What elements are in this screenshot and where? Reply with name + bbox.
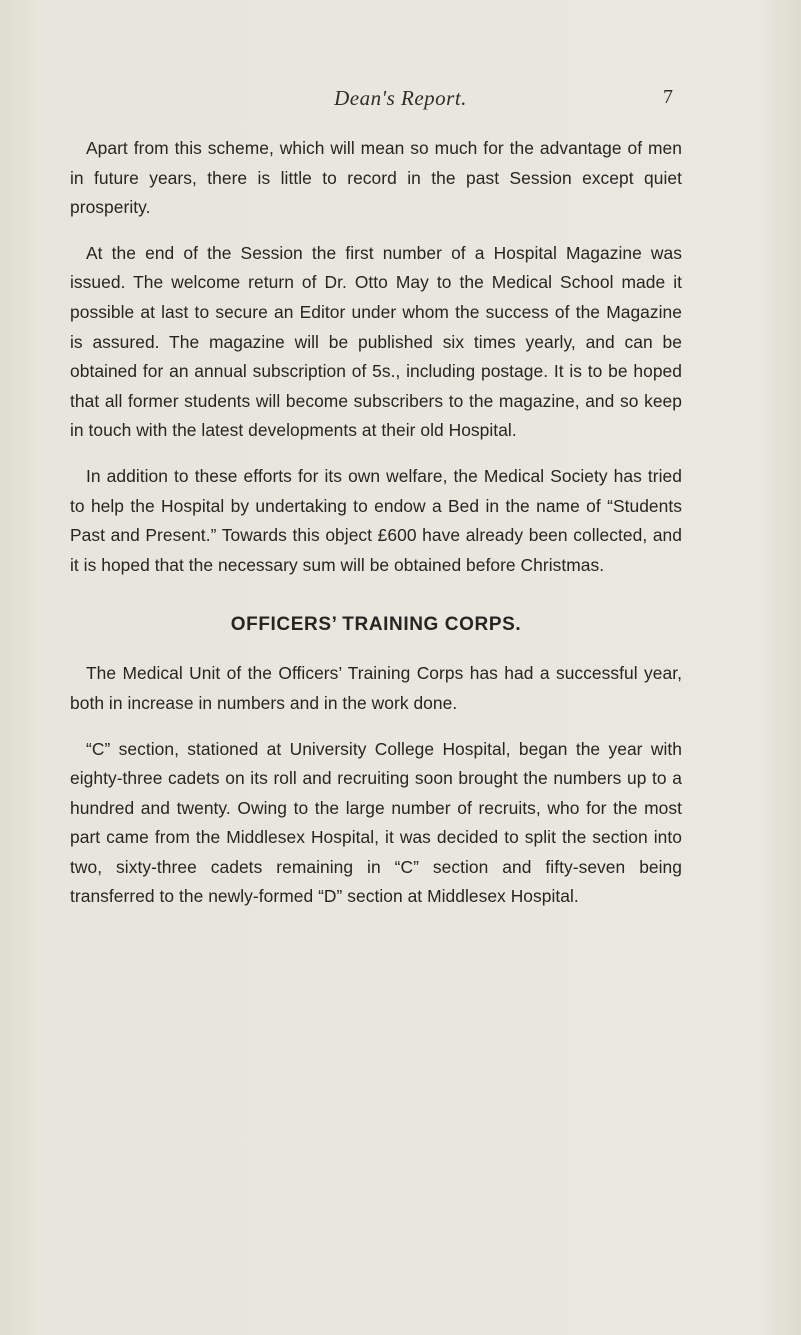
- page-number: 7: [663, 86, 673, 108]
- section-heading-otc: OFFICERS’ TRAINING CORPS.: [230, 614, 522, 636]
- paragraph-medical-society-bed: In addition to these efforts for its own welfare, the Medical Society has tried to help the Hospital by undertaking to endow a Bed in the name of “Students Past and Present.” Towards this object £600 have already been collected, and it is hoped that the necessary sum will be obtained before Christmas.: [70, 465, 682, 575]
- paragraph-c-section: “C” section, stationed at University College Hospital, began the year with eighty-three cadets on its roll and recruiting soon brought the numbers up to a hundred and twenty. Owing to the large number of recruits, who for the most part came from the Middlesex Hospital, it was decided to split the section into two, sixty-three cadets remaining in “C” section and fifty-seven being transferred to the newly-formed “D” section at Middlesex Hospital.: [70, 738, 682, 907]
- paragraph-otc-medical-unit: The Medical Unit of the Officers’ Training Corps has had a successful year, both in increase in numbers and in the work done.: [70, 663, 682, 713]
- running-header: [0, 86, 801, 116]
- paragraph-hospital-magazine: At the end of the Session the first number of a Hospital Magazine was issued. The welcome return of Dr. Otto May to the Medical School made it possible at last to secure an Editor under whom the success of the Magazine is assured. The magazine will be published six times yearly, and can be obtained for an annual subscription of 5s., including postage. It is to be hoped that all former students will become subscribers to the magazine, and so keep in touch with the latest developments at their old Hospital.: [70, 242, 682, 441]
- running-title: Dean's Report.: [334, 86, 467, 110]
- paragraph-scheme-summary: Apart from this scheme, which will mean so much for the advantage of men in future years, there is little to record in the past Session except quiet prosperity.: [70, 138, 682, 218]
- body-text: [70, 134, 682, 912]
